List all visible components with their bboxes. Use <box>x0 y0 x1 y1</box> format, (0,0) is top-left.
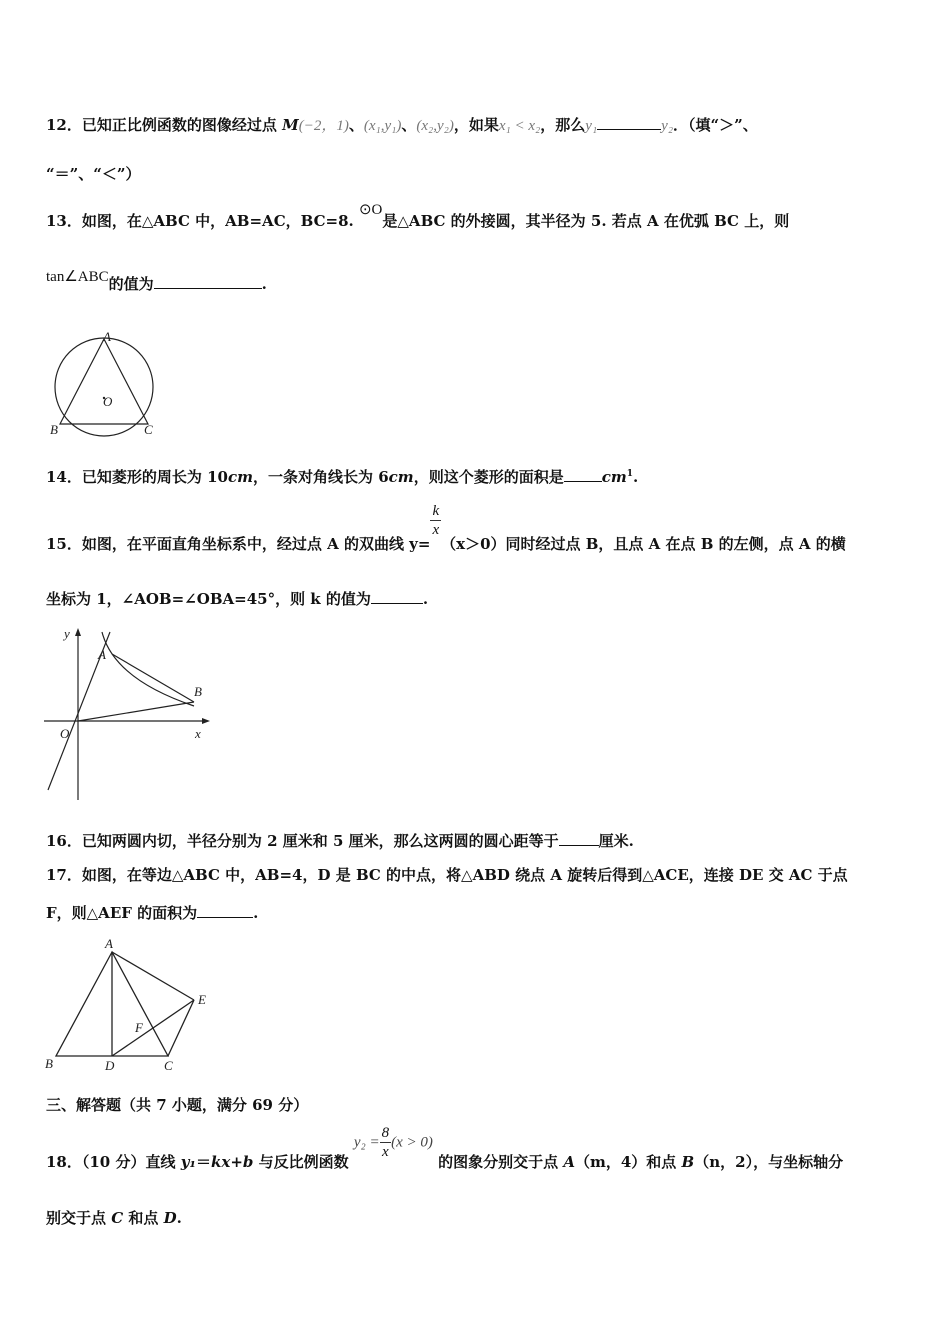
q13-circle-o: ⊙O <box>358 202 383 218</box>
q17-label-a: A <box>105 936 113 951</box>
q12-line1 <box>46 114 758 135</box>
q14-text1: 14．已知菱形的周长为 10 <box>46 468 228 486</box>
q18-y2: y₂ = <box>353 1134 380 1151</box>
q18-point-a-coord: （m，4）和点 <box>575 1152 682 1171</box>
q18-rest1: 的图象分别交于点 <box>432 1152 564 1171</box>
q18-cond: (x > 0) <box>391 1134 433 1151</box>
q12-suffix: ．（填“＞”、 <box>673 116 758 134</box>
q14-answer-blank[interactable] <box>564 480 602 482</box>
q15-label-o: O <box>60 726 70 741</box>
q15-hyperbola <box>102 632 194 706</box>
q12-sep1: 、 <box>348 116 364 134</box>
q17-label-d: D <box>105 1058 115 1073</box>
q12-prefix: 12．已知正比例函数的图像经过点 <box>46 116 283 134</box>
q15-num: k <box>432 503 440 519</box>
q13-prefix: 13．如图，在△ABC 中，AB=AC，BC=8. <box>46 212 359 230</box>
q12-answer-blank[interactable] <box>597 128 661 130</box>
q12-sep2: 、 <box>401 116 417 134</box>
section3-title: 三、解答题（共 7 小题，满分 69 分） <box>46 1096 309 1114</box>
q14-unit3: cm <box>601 468 627 486</box>
q12-point-m: M <box>282 116 299 134</box>
q18-line2 <box>46 1207 182 1228</box>
q14-unit1: cm <box>227 468 253 486</box>
q15-line1 <box>46 502 846 553</box>
q12-then: ，那么 <box>540 116 586 134</box>
q12-y1: y₁ <box>585 118 598 134</box>
q17-line1: 17．如图，在等边△ABC 中，AB=4，D 是 BC 的中点，将△ABD 绕点 A 旋转后得到△ACE，连接 DE 交 AC 于点 <box>46 866 848 884</box>
q17-label-e: E <box>198 992 206 1007</box>
q18-fraction <box>380 1124 392 1161</box>
q13-circle <box>55 338 153 436</box>
q18-kxb: kx+b <box>211 1152 254 1171</box>
q16-line <box>46 830 634 851</box>
q17-label-f: F <box>135 1020 143 1035</box>
q13-end: . <box>261 275 267 293</box>
q12-if: ，如果 <box>453 116 499 134</box>
q18-num: 8 <box>381 1125 390 1141</box>
q18-den: x <box>382 1144 389 1160</box>
q15-line-ab <box>112 654 194 702</box>
q13-label-b: B <box>50 422 58 437</box>
q15-line2-text: 坐标为 1，∠AOB=∠OBA=45°，则 k 的值为 <box>46 590 371 608</box>
q18-point-b-coord: （n，2），与坐标轴分 <box>694 1152 844 1171</box>
q13-triangle <box>60 339 148 424</box>
q15-answer-blank[interactable] <box>371 602 423 604</box>
q17-line2-text: F，则△AEF 的面积为 <box>46 904 198 922</box>
q12-point1: (x₁,y₁) <box>363 118 402 134</box>
q13-label-a: A <box>103 330 111 344</box>
q14-unit2: cm <box>388 468 414 486</box>
q18-end: . <box>176 1209 182 1227</box>
q15-label-y: y <box>64 626 70 641</box>
q18-point-a: A <box>563 1152 575 1171</box>
q13-answer-blank[interactable] <box>154 287 262 289</box>
q18-prefix: 18．（10 分）直线 <box>46 1152 181 1171</box>
q13-tail: 的值为 <box>108 275 154 293</box>
q12-line2: “＝”、“＜”） <box>46 165 141 183</box>
q18-eq: ＝ <box>196 1152 212 1171</box>
q18-line1 <box>46 1124 844 1171</box>
q18-y1: y₁ <box>180 1152 196 1171</box>
q15-label-a: A <box>98 647 106 662</box>
q18-mid: 与反比例函数 <box>253 1152 354 1171</box>
q17-line2 <box>46 902 258 923</box>
q17-figure-triangle <box>42 936 222 1076</box>
q15-den: x <box>432 522 440 538</box>
q13-label-c: C <box>144 422 153 437</box>
q15-x-arrow <box>202 718 210 724</box>
q15-fraction <box>430 502 441 539</box>
q17-label-c: C <box>164 1058 173 1073</box>
q15-line-ob <box>78 702 194 721</box>
q12-y2: y₂ <box>661 118 674 134</box>
q12-point2: (x₂,y₂) <box>416 118 454 134</box>
q16-end: 厘米. <box>598 832 634 850</box>
q13-rest: 是△ABC 的外接圆，其半径为 5. 若点 A 在优弧 BC 上，则 <box>382 212 790 230</box>
q15-rest: （x＞0）同时经过点 B，且点 A 在点 B 的左侧，点 A 的横 <box>441 534 846 553</box>
q15-label-x: x <box>195 726 201 741</box>
q14-sup: 1 <box>626 469 633 479</box>
q13-label-o: O <box>103 394 113 409</box>
q15-figure-hyperbola <box>44 624 214 804</box>
q15-end: . <box>422 590 429 608</box>
q14-end: . <box>632 468 639 486</box>
q14-text3: ，则这个菱形的面积是 <box>413 468 564 486</box>
q15-y-arrow <box>75 628 81 636</box>
q18-point-b: B <box>681 1152 695 1171</box>
q17-answer-blank[interactable] <box>197 916 253 918</box>
q15-prefix: 15．如图，在平面直角坐标系中，经过点 A 的双曲线 y= <box>46 534 431 553</box>
q13-figure-circle-triangle <box>46 330 161 438</box>
q14-text2: ，一条对角线长为 6 <box>253 468 389 486</box>
q16-text: 16．已知两圆内切，半径分别为 2 厘米和 5 厘米，那么这两圆的圆心距等于 <box>46 832 559 850</box>
q18-point-d: D <box>163 1209 177 1227</box>
q17-label-b: B <box>45 1056 53 1071</box>
q15-label-b: B <box>194 684 202 699</box>
q12-condition: x₁ < x₂ <box>498 118 541 134</box>
q12-point-m-coord: (−2，1) <box>298 118 349 134</box>
q15-line2 <box>46 588 428 609</box>
q17-end: . <box>253 904 259 922</box>
q18-and: 和点 <box>123 1209 164 1227</box>
q13-line1 <box>46 202 790 231</box>
q18-point-c: C <box>111 1209 124 1227</box>
q16-answer-blank[interactable] <box>559 844 599 846</box>
q13-tan-abc: tan∠ABC <box>46 269 109 285</box>
q14-line <box>46 466 638 487</box>
q13-line2 <box>46 269 267 294</box>
q18-line2a: 别交于点 <box>46 1209 112 1227</box>
